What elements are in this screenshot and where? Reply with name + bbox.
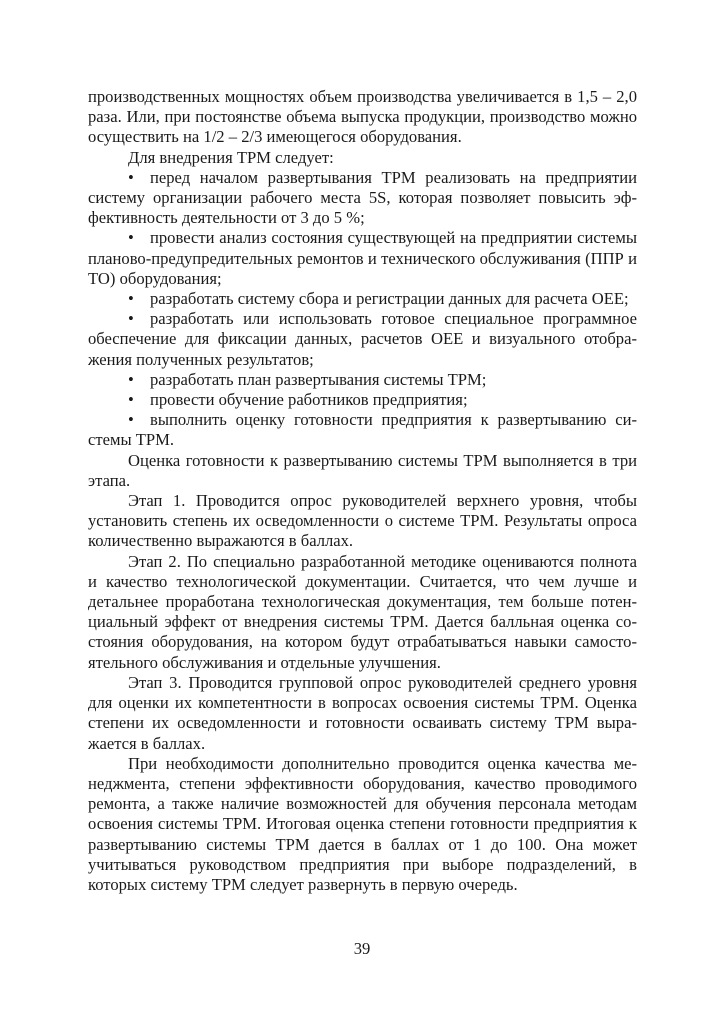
paragraph-tpm-intro: Для внедрения TPM следует: — [128, 147, 334, 167]
paragraph-stage-3: Этап 3. Проводится групповой опрос руководителей среднего уровня для оценки их компетентности в вопросах освоения системы TPM. Оценка степени их осведомленности и готовности осваивать систему TPM выражается в баллах. — [88, 672, 637, 753]
bullet-item — [88, 309, 637, 370]
bullet-item — [88, 410, 637, 450]
bullet-text: разработать или использовать готовое специальное программное обеспечение для фиксации данных, расчетов OEE и визуального отображения полученных результатов; — [88, 309, 637, 369]
bullet-icon: • — [128, 390, 134, 410]
document-page-body — [88, 87, 637, 895]
bullet-item — [88, 228, 637, 289]
bullet-text: провести обучение работников предприятия; — [150, 390, 468, 410]
page-number: 39 — [353, 939, 371, 958]
bullet-text: разработать систему сбора и регистрации данных для расчета OEE; — [150, 289, 629, 309]
bullet-text: перед началом развертывания TPM реализовать на предприятии систему организации рабочего места 5S, которая позволяет повысить эффективность деятельности от 3 до 5 %; — [88, 167, 637, 228]
bullet-icon: • — [128, 167, 134, 187]
paragraph-readiness: Оценка готовности к развертыванию системы TPM выполняется в три этапа. — [88, 450, 637, 490]
bullet-icon: • — [128, 228, 134, 248]
bullet-text: разработать план развертывания системы TPM; — [150, 369, 487, 389]
bullet-item — [88, 289, 637, 309]
bullet-icon: • — [128, 309, 134, 329]
bullet-item — [88, 370, 637, 390]
bullet-icon: • — [128, 289, 134, 309]
bullet-text: провести анализ состояния существующей на предприятии системы планово-предупредительных ремонтов и технического обслуживания (ППР и ТО) оборудования; — [88, 228, 637, 288]
paragraph-additional-assessment: При необходимости дополнительно проводится оценка качества менеджмента, степени эффективности оборудования, качество проводимого ремонта, а также наличие возможностей для обучения персонала методам освоения системы TPM. Итоговая оценка степени готовности предприятия к развертыванию системы TPM дается в баллах от 1 до 100. Она может учитываться руководством предприятия при выборе подразделений, в которых систему TPM следует развернуть в первую очередь. — [88, 753, 637, 894]
paragraph-stage-2: Этап 2. По специально разработанной методике оцениваются полнота и качество технологической документации. Считается, что чем лучше и детальнее проработана технологическая документация, тем больше потенциальный эффект от внедрения системы TPM. Дается балльная оценка состояния оборудования, на котором будут отрабатываться навыки самостоятельного обслуживания и отдельные улучшения. — [88, 551, 637, 672]
bullet-item — [88, 390, 637, 410]
bullet-icon: • — [128, 410, 134, 430]
bullet-item — [88, 168, 637, 229]
paragraph-continuation: производственных мощностях объем производства увеличивается в 1,5 – 2,0 раза. Или, при постоянстве объема выпуска продукции, производство можно осуществить на 1/2 – 2/3 имеющегося оборудования. — [88, 87, 637, 147]
bullet-icon: • — [128, 369, 134, 389]
bullet-text: выполнить оценку готовности предприятия к развертыванию системы TPM. — [88, 410, 637, 450]
paragraph-stage-1: Этап 1. Проводится опрос руководителей верхнего уровня, чтобы установить степень их осведомленности о системе TPM. Результаты опроса количественно выражаются в баллах. — [88, 491, 637, 551]
